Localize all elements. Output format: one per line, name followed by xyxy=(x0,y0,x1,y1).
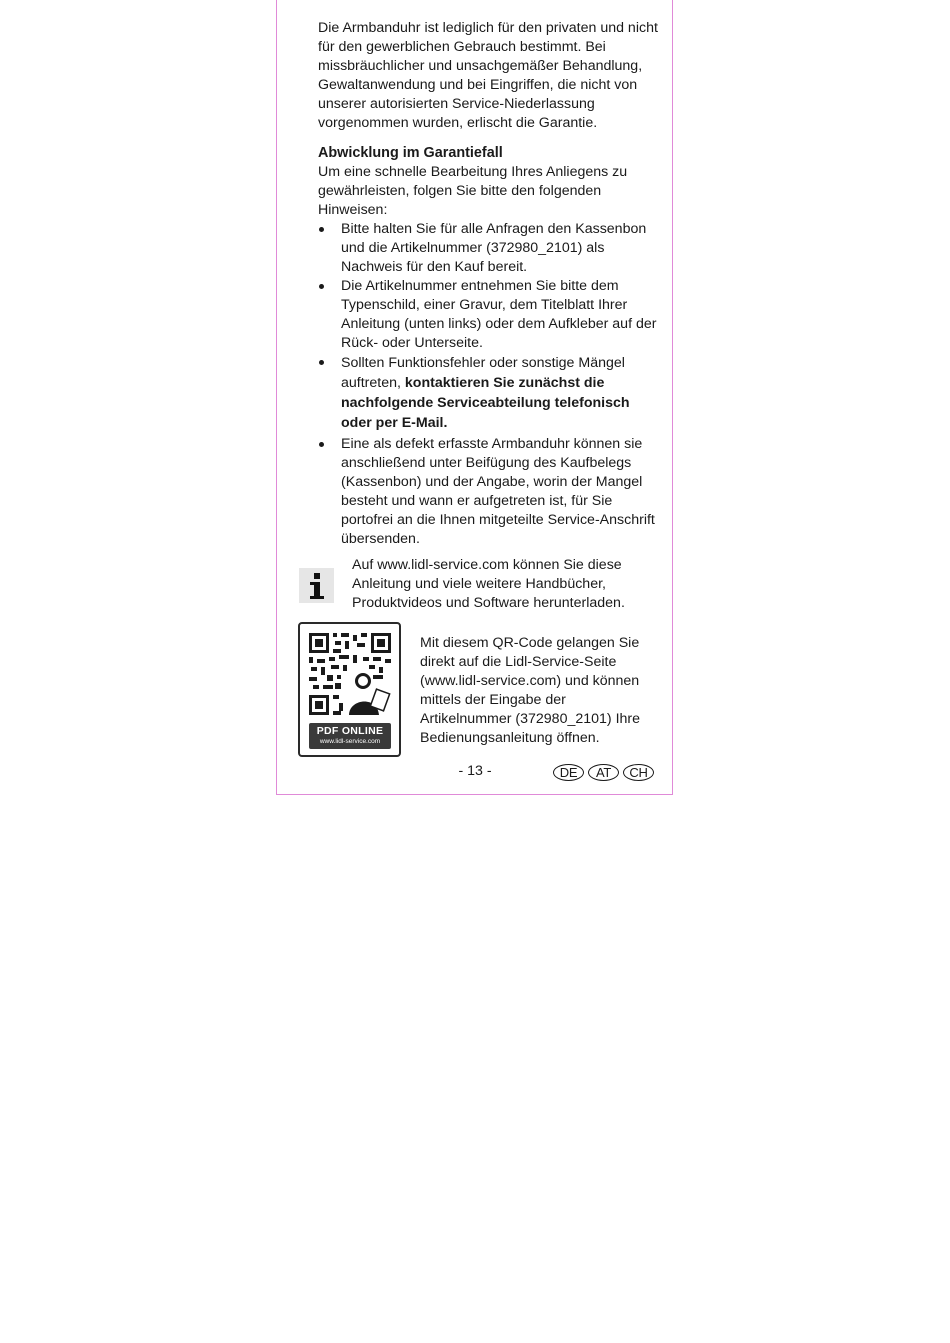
pdf-online-title: PDF ONLINE xyxy=(316,725,384,737)
bullet-icon xyxy=(319,284,324,289)
qr-code-card xyxy=(298,622,401,757)
list-item xyxy=(318,220,663,277)
qr-code-icon xyxy=(309,633,391,719)
pdf-online-url: www.lidl-service.com xyxy=(319,738,381,745)
bullet-icon xyxy=(319,227,324,232)
pdf-online-label xyxy=(309,723,391,749)
list-item-text: Eine als defekt erfasste Armbanduhr können sie anschließend unter Beifügung des Kaufbelegs (Kassenbon) und der Angabe, worin der Mangel besteht und wann er aufgetreten ist, für Sie portofrei an die Ihnen mitgeteilte Service-Anschrift übersenden. xyxy=(341,436,655,547)
qr-description: Mit diesem QR-Code gelangen Sie direkt auf die Lidl-Service-Seite (www.lidl-service.com) und können mittels der Eingabe der Artikelnummer (372980_2101) Ihre Bedienungsanleitung öffnen. xyxy=(420,635,641,746)
country-de-badge: DE xyxy=(553,764,584,781)
intro-paragraph: Die Armbanduhr ist lediglich für den privaten und nicht für den gewerblichen Gebrauch bestimmt. Bei missbräuchlicher und unsachgemäßer Behandlung, Gewaltanwendung und bei Eingriffen, die nicht von unserer autorisierten Service-Niederlassung vorgenommen wurden, erlischt die Garantie. xyxy=(318,20,658,131)
country-at-badge: AT xyxy=(588,764,619,781)
section-heading: Abwicklung im Garantiefall xyxy=(318,145,503,161)
bullet-icon xyxy=(319,442,324,447)
page-number: - 13 - xyxy=(458,763,492,779)
info-icon xyxy=(299,568,334,603)
list-item xyxy=(318,353,663,433)
list-item-bold-text: kontaktieren Sie zunächst die nachfolgende Serviceabteilung telefonisch oder per E-Mail. xyxy=(341,375,630,431)
instruction-list xyxy=(318,220,663,549)
info-text: Auf www.lidl-service.com können Sie diese Anleitung und viele weitere Handbücher, Produktvideos und Software herunterladen. xyxy=(352,557,625,611)
bullet-icon xyxy=(319,360,324,365)
list-item xyxy=(318,277,663,353)
main-content xyxy=(318,19,663,549)
list-item-text: Die Artikelnummer entnehmen Sie bitte dem Typenschild, einer Gravur, dem Titelblatt Ihrer Anleitung (unten links) oder dem Aufkleber auf der Rück- oder Unterseite. xyxy=(341,278,657,351)
country-ch-badge: CH xyxy=(623,764,654,781)
list-item-text: Bitte halten Sie für alle Anfragen den Kassenbon und die Artikelnummer (372980_2101) als Nachweis für den Kauf bereit. xyxy=(341,221,647,275)
list-item xyxy=(318,435,663,549)
list-item-text: Sollten Funktionsfehler oder sonstige Mängel auftreten, xyxy=(341,355,625,391)
section-lead: Um eine schnelle Bearbeitung Ihres Anliegens zu gewährleisten, folgen Sie bitte den folgenden Hinweisen: xyxy=(318,164,628,218)
